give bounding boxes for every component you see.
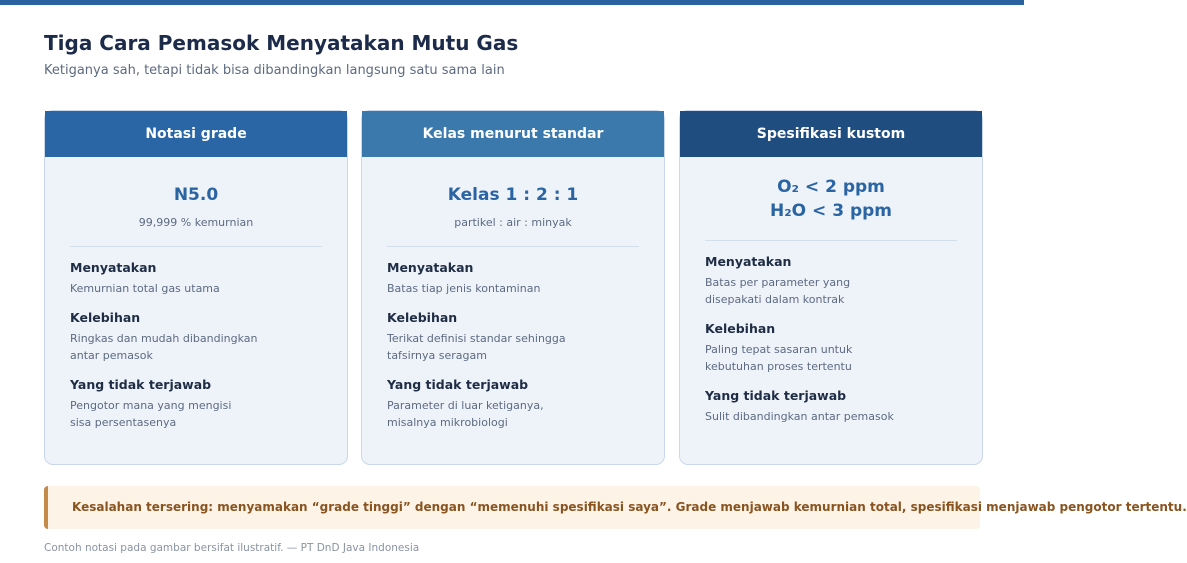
section-text [70, 397, 270, 431]
section-text [387, 330, 587, 364]
card-divider [387, 246, 639, 247]
card-header: Spesifikasi kustom [680, 111, 982, 157]
section-text-line: Batas per parameter yang [705, 276, 851, 289]
card-section-unanswered [705, 388, 957, 425]
card-custom-spec [679, 110, 983, 465]
section-text-line: Parameter di luar ketiganya, [387, 399, 544, 412]
card-section-unanswered [70, 377, 322, 431]
section-text [705, 408, 905, 425]
section-label: Kelebihan [705, 321, 776, 336]
card-hero-value [362, 183, 664, 207]
page-title: Tiga Cara Pemasok Menyatakan Mutu Gas [44, 31, 519, 55]
card-section-unanswered [387, 377, 639, 431]
section-text-line: Paling tepat sasaran untuk [705, 343, 853, 356]
section-text [70, 280, 270, 297]
section-text [705, 274, 905, 308]
section-label: Menyatakan [387, 260, 474, 275]
card-section-states [70, 260, 322, 297]
card-hero-value [680, 175, 982, 223]
card-hero-value [45, 183, 347, 207]
page-subtitle: Ketiganya sah, tetapi tidak bisa dibandingkan langsung satu sama lain [44, 63, 505, 78]
card-section-advantages [705, 321, 957, 375]
section-text [387, 280, 587, 297]
section-label: Kelebihan [387, 310, 458, 325]
hero-line: N5.0 [173, 185, 219, 205]
card-section-advantages [387, 310, 639, 364]
section-text [70, 330, 270, 364]
section-text-line: antar pemasok [70, 349, 153, 362]
card-standard-class [361, 110, 665, 465]
section-label: Yang tidak terjawab [387, 377, 529, 392]
hero-line: Kelas 1 : 2 : 1 [447, 185, 579, 205]
section-text [387, 397, 587, 431]
card-section-states [705, 254, 957, 308]
card-section-advantages [70, 310, 322, 364]
hero-line: H₂O < 3 ppm [769, 201, 892, 221]
card-divider [70, 246, 322, 247]
section-text-line: kebutuhan proses tertentu [705, 360, 852, 373]
section-label: Kelebihan [70, 310, 141, 325]
section-label: Menyatakan [705, 254, 792, 269]
card-hero-caption: 99,999 % kemurnian [138, 216, 254, 229]
section-text-line: Terikat definisi standar sehingga [387, 332, 566, 345]
section-text-line: tafsirnya seragam [387, 349, 487, 362]
card-header: Notasi grade [45, 111, 347, 157]
section-text-line: sisa persentasenya [70, 416, 177, 429]
section-text [705, 341, 905, 375]
section-text-line: Sulit dibandingkan antar pemasok [705, 410, 894, 423]
warning-callout: Kesalahan tersering: menyamakan “grade tinggi” dengan “memenuhi spesifikasi saya”. Grade menjawab kemurnian total, spesifikasi menjawab pengotor tertentu. [44, 486, 980, 529]
section-text-line: Ringkas dan mudah dibandingkan [70, 332, 258, 345]
card-divider [705, 240, 957, 241]
card-section-states [387, 260, 639, 297]
card-header: Kelas menurut standar [362, 111, 664, 157]
footer-note: Contoh notasi pada gambar bersifat ilustratif. — PT DnD Java Indonesia [44, 542, 420, 554]
hero-line: O₂ < 2 ppm [777, 177, 885, 197]
section-text-line: Batas tiap jenis kontaminan [387, 282, 541, 295]
section-text-line: disepakati dalam kontrak [705, 293, 845, 306]
top-accent-bar [0, 0, 1024, 5]
section-label: Yang tidak terjawab [705, 388, 847, 403]
section-text-line: Pengotor mana yang mengisi [70, 399, 232, 412]
section-text-line: misalnya mikrobiologi [387, 416, 508, 429]
card-hero-caption: partikel : air : minyak [454, 216, 572, 229]
section-text-line: Kemurnian total gas utama [70, 282, 220, 295]
section-label: Menyatakan [70, 260, 157, 275]
section-label: Yang tidak terjawab [70, 377, 212, 392]
card-grade-notation [44, 110, 348, 465]
